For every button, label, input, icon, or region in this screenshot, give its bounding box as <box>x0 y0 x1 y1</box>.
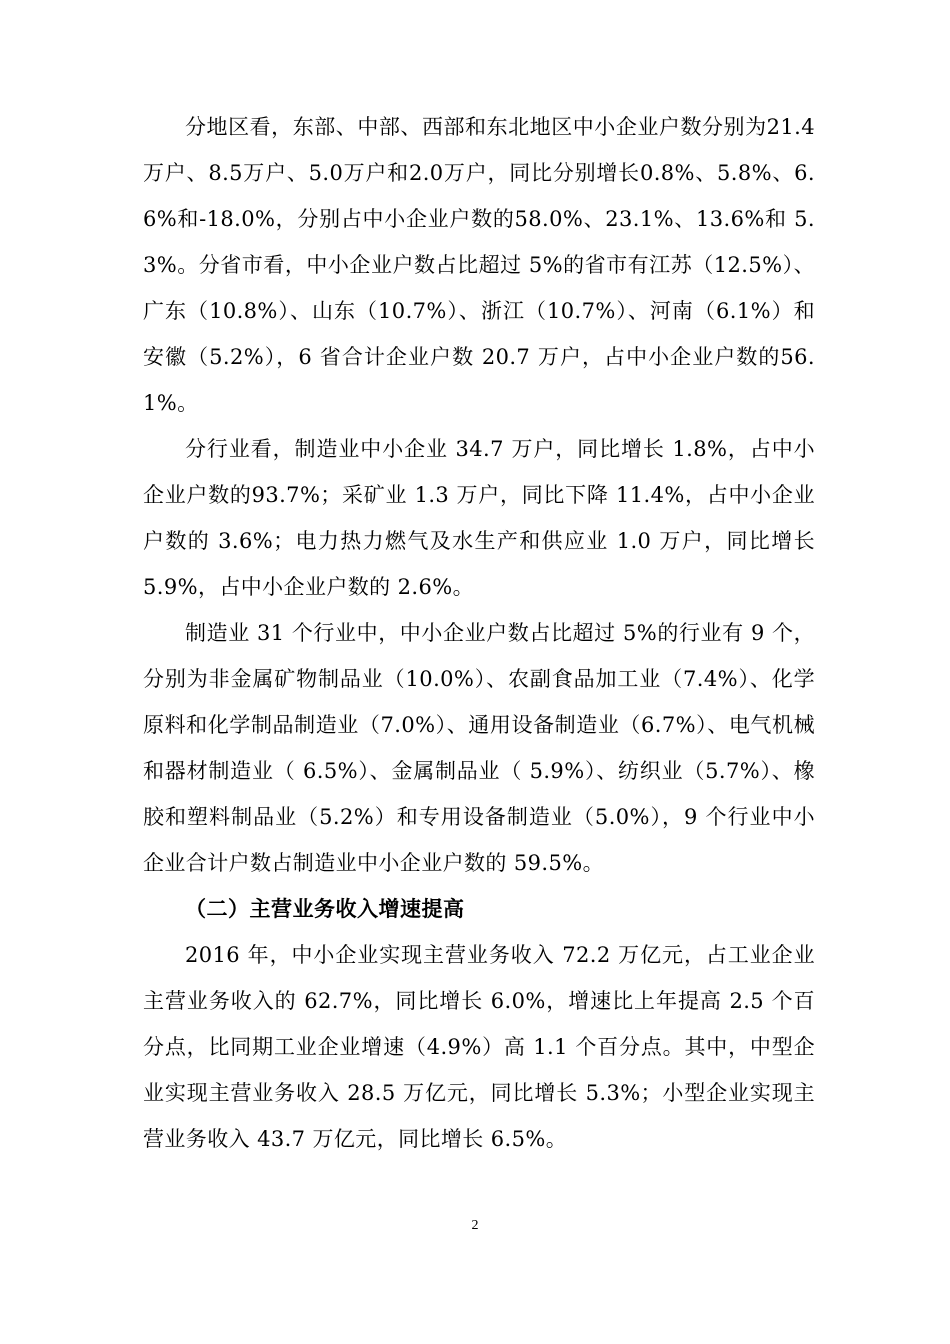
paragraph-regional-distribution: 分地区看，东部、中部、西部和东北地区中小企业户数分别为21.4万户、8.5万户、5.0万户和2.0万户，同比分别增长0.8%、5.8%、6.6%和-18.0%，分别占中小企业户数的58.0%、23.1%、13.6%和 5.3%。分省市看，中小企业户数占比超过 5%的省市有江苏（12.5%）、广东（10.8%）、山东（10.7%）、浙江（10.7%）、河南（6.1%）和安徽（5.2%），6 省合计企业户数 20.7 万户，占中小企业户数的56.1%。 <box>143 115 815 415</box>
page-number: 2 <box>471 1218 479 1233</box>
section-heading: （二）主营业务收入增速提高 <box>185 897 465 921</box>
paragraph-revenue-growth: 2016 年，中小企业实现主营业务收入 72.2 万亿元，占工业企业主营业务收入的 62.7%，同比增长 6.0%，增速比上年提高 2.5 个百分点，比同期工业企业增速（4.9%）高 1.1 个百分点。其中，中型企业实现主营业务收入 28.5 万亿元，同比增长 5.3%；小型企业实现主营业务收入 43.7 万亿元，同比增长 6.5%。 <box>143 943 815 1151</box>
paragraph-manufacturing-sectors: 制造业 31 个行业中，中小企业户数占比超过 5%的行业有 9 个，分别为非金属矿物制品业（10.0%）、农副食品加工业（7.4%）、化学原料和化学制品制造业（7.0%）、通用设备制造业（6.7%）、电气机械和器材制造业（ 6.5%）、金属制品业（ 5.9%）、纺织业（5.7%）、橡胶和塑料制品业（5.2%）和专用设备制造业（5.0%），9 个行业中小企业合计户数占制造业中小企业户数的 59.5%。 <box>143 621 815 875</box>
paragraph-industry-distribution: 分行业看，制造业中小企业 34.7 万户，同比增长 1.8%，占中小企业户数的93.7%；采矿业 1.3 万户，同比下降 11.4%，占中小企业户数的 3.6%；电力热力燃气及水生产和供应业 1.0 万户，同比增长 5.9%，占中小企业户数的 2.6%。 <box>143 437 815 599</box>
document-body <box>143 104 815 1162</box>
